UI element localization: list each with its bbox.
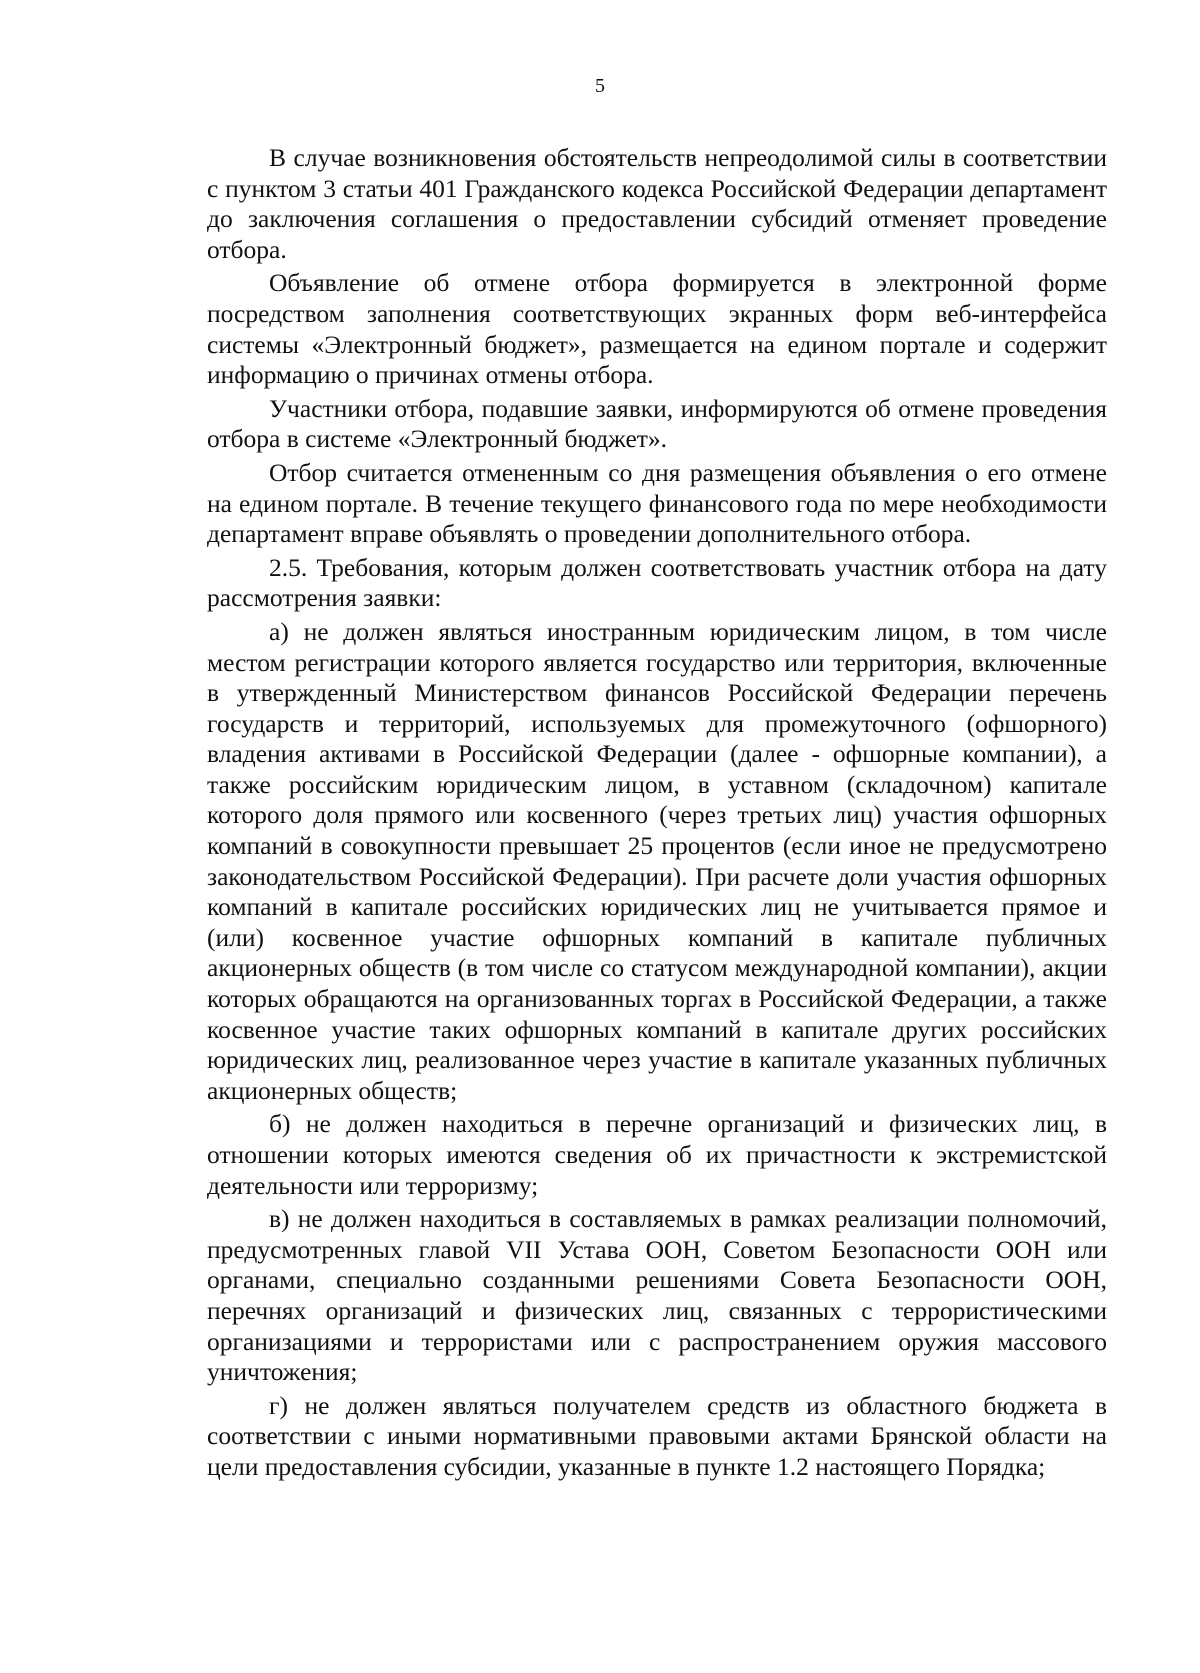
paragraph-requirements-heading: 2.5. Требования, которым должен соответствовать участник отбора на дату рассмотрения заявки: [207, 552, 1107, 613]
paragraph-requirement-a: а) не должен являться иностранным юридическим лицом, в том числе местом регистрации которого является государство или территория, включенные в утвержденный Министерством финансов Российской Федерации перечень государств и территорий, используемых для промежуточного (офшорного) владения активами в Российской Федерации (далее - офшорные компании), а также российским юридическим лицом, в уставном (складочном) капитале которого доля прямого или косвенного (через третьих лиц) участия офшорных компаний в совокупности превышает 25 процентов (если иное не предусмотрено законодательством Российской Федерации). При расчете доли участия офшорных компаний в капитале российских юридических лиц не учитывается прямое и (или) косвенное участие офшорных компаний в капитале публичных акционерных обществ (в том числе со статусом международной компании), акции которых обращаются на организованных торгах в Российской Федерации, а также косвенное участие таких офшорных компаний в капитале других российских юридических лиц, реализованное через участие в капитале указанных публичных акционерных обществ; [207, 616, 1107, 1105]
document-body [207, 143, 1107, 1483]
paragraph-selection-cancelled: Отбор считается отмененным со дня размещения объявления о его отмене на едином портале. В течение текущего финансового года по мере необходимости департамент вправе объявлять о проведении дополнительного отбора. [207, 457, 1107, 549]
paragraph-cancellation-notice: Объявление об отмене отбора формируется в электронной форме посредством заполнения соответствующих экранных форм веб-интерфейса системы «Электронный бюджет», размещается на едином портале и содержит информацию о причинах отмены отбора. [207, 268, 1107, 390]
paragraph-requirement-g: г) не должен являться получателем средств из областного бюджета в соответствии с иными нормативными правовыми актами Брянской области на цели предоставления субсидии, указанные в пункте 1.2 настоящего Порядка; [207, 1390, 1107, 1481]
paragraph-force-majeure: В случае возникновения обстоятельств непреодолимой силы в соответствии с пунктом 3 статьи 401 Гражданского кодекса Российской Федерации департамент до заключения соглашения о предоставлении субсидий отменяет проведение отбора. [207, 143, 1107, 264]
paragraph-participants-informed: Участники отбора, подавшие заявки, информируются об отмене проведения отбора в системе «Электронный бюджет». [207, 393, 1107, 454]
page-number: 5 [595, 75, 605, 97]
paragraph-requirement-v: в) не должен находиться в составляемых в рамках реализации полномочий, предусмотренных главой VII Устава ООН, Советом Безопасности ООН или органами, специально созданными решениями Совета Безопасности ООН, перечнях организаций и физических лиц, связанных с террористическими организациями и террористами или с распространением оружия массового уничтожения; [207, 1204, 1107, 1387]
paragraph-requirement-b: б) не должен находиться в перечне организаций и физических лиц, в отношении которых имеются сведения об их причастности к экстремистской деятельности или терроризму; [207, 1109, 1107, 1200]
